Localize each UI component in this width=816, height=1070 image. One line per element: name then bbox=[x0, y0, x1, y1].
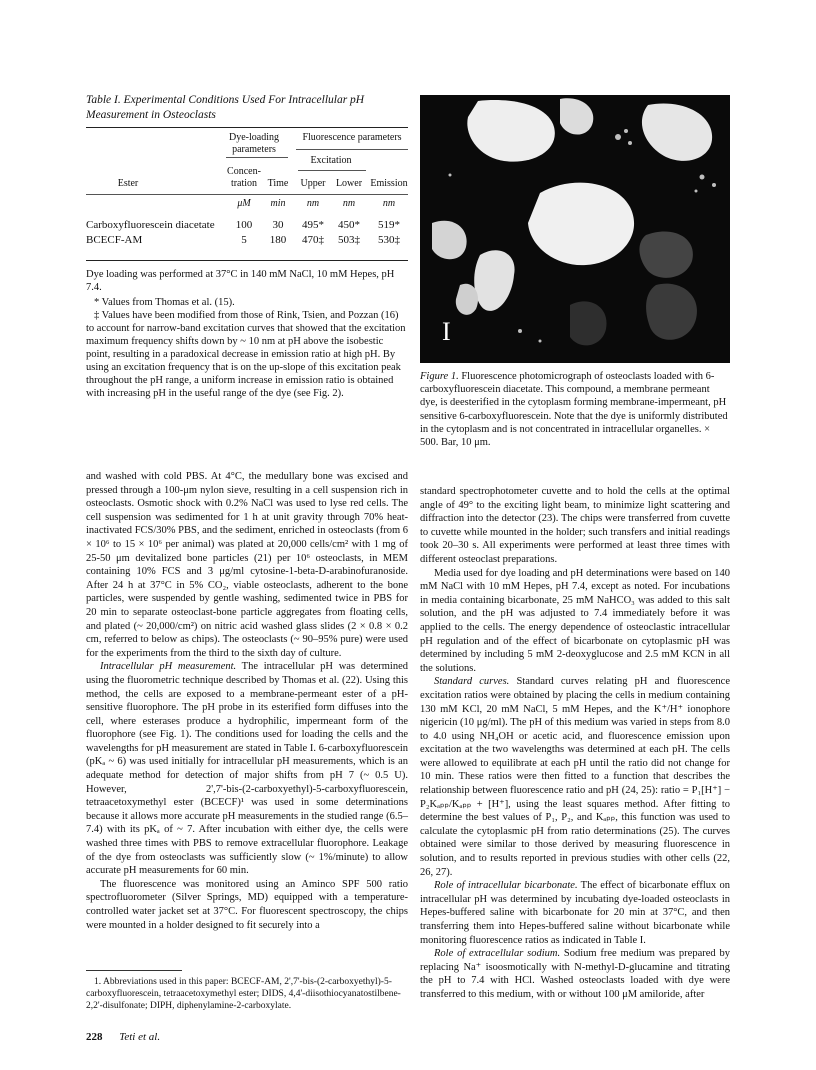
table-cell: 519* bbox=[378, 219, 400, 231]
page-number: 228 bbox=[86, 1031, 103, 1043]
rule-excitation bbox=[298, 170, 366, 171]
paragraph-text: Standard curves relating pH and fluorescence excitation ratios were obtained by placing the cells in medium containing 130 mM KCl, 20 mM NaCl, 5 mM Hepes, and the K⁺/H⁺ ionophore nigericin (10 μg/ml). The pH of this medium was varied in steps from 8.0 to 4.0 using NH₄OH or acetic acid, and fluorescence emission upon excitation at the two wavelengths was determined at each pH. The cells were allowed to equilibrate at each pH until the ratio did not change for 10 min. These ratios were then fitted to a function that describes the relationship between fluorescence ratio and pH (24, 25): ratio = P₁[H⁺] − P₂Kₐₚₚ/Kₐₚₚ + [H⁺], using the least squares method. After fitting to determine the best values of P₁, P₂, and Kₐₚₚ, this function was used to calculate the cytoplasmic pH from ratio determinations (25). The curves obtained were similar to those derived by measuring fluorescence in solution, and to results reported in previous studies with other cells (22, 26, 27). bbox=[420, 676, 730, 878]
paragraph-text: Sodium free medium was prepared by replacing Na⁺ isoosmotically with N-methyl-D-glucamine and titrating the pH to 7.4 with HCl. Washed osteoclasts loaded with dye were transferred to this medium, with or without 100 μM amiloride, after bbox=[420, 948, 730, 1000]
header-concentration: Concen-tration bbox=[227, 166, 261, 189]
table-row-ester: BCECF-AM bbox=[86, 234, 143, 246]
section-heading: Role of extracellular sodium. bbox=[434, 948, 561, 960]
table-cell: 5 bbox=[241, 234, 247, 246]
table-cell: 30 bbox=[272, 219, 284, 231]
table-cell: 470‡ bbox=[302, 234, 324, 246]
micrograph-image bbox=[420, 95, 730, 363]
header-time: Time bbox=[267, 178, 289, 189]
left-column bbox=[86, 470, 408, 932]
paragraph-text: The intracellular pH was determined using the fluorometric technique described by Thomas et al. (22). Using this method, the cells are exposed to a membrane-permeant ester of a pH-sensitive fluorophore. The pH probe in its esterified form diffuses into the cell, where esterases produce a hydrophilic, impermeant form of the fluorophore (see Fig. 1). The conditions used for loading the cells and the wavelengths for pH measurement are stated in Table I. 6-carboxyfluorescein (pKₐ ~ 6) was used initially for intracellular pH measurements, which is an adequate method for detection of major shifts from pH 7 (~ 0.5 U). However, 2',7'-bis-(2-carboxyethyl)-5-carboxyfluorescein, tetraacetoxymethyl ester (BCECF)¹ was used in some determinations because it allows more accurate pH measurements in the studied range (6.5–7.4) with its pKₐ of ~ 7. After incubation with either dye, the cells were washed three times with PBS to remove extracellular fluorophore. Leakage of the dye from osteoclasts was sufficiently slow (~ 1%/minute) to allow accurate pH measurements for 60 min. bbox=[86, 661, 408, 877]
table-cell: 180 bbox=[269, 234, 287, 246]
table-cell: 503‡ bbox=[338, 234, 360, 246]
section-heading: Role of intracellular bicarbonate. bbox=[434, 880, 578, 892]
header-dye-loading: Dye-loading parameters bbox=[229, 132, 279, 155]
section-heading: Intracellular pH measurement. bbox=[100, 661, 237, 673]
body-paragraph bbox=[420, 675, 730, 879]
unit-emission: nm bbox=[382, 198, 396, 209]
footnote-abbreviations: 1. Abbreviations used in this paper: BCECF-AM, 2',7'-bis-(2-carboxyethyl)-5-carboxyfluorescein, tetraacetoxymethyl ester; DIDS, 4,4'-diisothiocyanatostilbene-2,2'-disulfonate; DIPH, diphenylamine-2-carboxylate. bbox=[86, 977, 401, 1011]
table-conditions bbox=[86, 128, 408, 268]
section-heading: Standard curves. bbox=[434, 676, 510, 688]
unit-lower: nm bbox=[342, 198, 356, 209]
header-upper: Upper bbox=[300, 178, 326, 189]
body-paragraph: The fluorescence was monitored using an Aminco SPF 500 ratio spectrofluorometer (Silver Springs, MD) equipped with a temperature-controlled water jacket set at 37°C. For fluorescent spectroscopy, the chips were mounted in a holder designed to fit securely into a bbox=[86, 878, 408, 931]
header-fluorescence: Fluorescence parameters bbox=[302, 132, 402, 143]
paragraph-text: The effect of bicarbonate efflux on intracellular pH was determined by incubating dye-loaded osteoclasts in Hepes-buffered saline with bicarbonate for 20 min at 37°C, and then transferring them into Hepes-buffered saline without bicarbonate while monitoring fluorescence ratios as indicated in Table I. bbox=[420, 880, 730, 946]
table-note-dagger: ‡ Values have been modified from those of Rink, Tsien, and Pozzan (16) to account for narrow-band excitation curves that showed that the excitation maximum frequency shifts down by ~ 10 nm at pH above the isobestic point, resulting in a paradoxical decrease in emission ratio at high pH. By using an excitation frequency that is on the up-slope of this excitation peak throughout the pH range, a uniform increase in emission ratio is obtained with increasing pH in the useful range of the dye (see Fig. 2). bbox=[86, 310, 406, 399]
table-cell: 495* bbox=[302, 219, 324, 231]
table-cell: 530‡ bbox=[378, 234, 400, 246]
right-column bbox=[420, 485, 730, 1002]
body-paragraph bbox=[86, 660, 408, 878]
running-authors: Teti et al. bbox=[119, 1031, 161, 1043]
table-title: Table I. Experimental Conditions Used For Intracellular pH Measurement in Osteoclasts bbox=[86, 94, 365, 121]
table-note-asterisk: * Values from Thomas et al. (15). bbox=[94, 297, 235, 308]
table-row-ester: Carboxyfluorescein diacetate bbox=[86, 219, 215, 231]
figure-micrograph bbox=[420, 95, 730, 363]
unit-time: min bbox=[270, 198, 286, 209]
header-excitation: Excitation bbox=[310, 155, 352, 166]
header-ester: Ester bbox=[117, 178, 139, 189]
table-bottom-rule bbox=[86, 260, 408, 261]
table-note-loading: Dye loading was performed at 37°C in 140 mM NaCl, 10 mM Hepes, pH 7.4. bbox=[86, 269, 395, 293]
figure-caption bbox=[420, 370, 730, 449]
body-paragraph: standard spectrophotometer cuvette and to hold the cells at the optimal angle of 49° to the exciting light beam, to minimize light scattering and diffraction into the detector (23). The chips were transferred from cuvette to cuvette while mounted in the holder; such transfers and initial readings took 20–30 s. All experiments were performed at least three times with different osteoclast preparations. bbox=[420, 486, 730, 565]
figure-caption-head: Figure 1. bbox=[420, 371, 459, 382]
header-emission: Emission bbox=[370, 178, 408, 189]
figure-panel-label: I bbox=[442, 317, 451, 346]
table-cell: 100 bbox=[235, 219, 253, 231]
figure-caption-body: Fluorescence photomicrograph of osteoclasts loaded with 6-carboxyfluorescein diacetate. This compound, a membrane permeant dye, is deesterified in the cytoplasm forming membrane-impermeant, pH sensitive 6-carboxyfluorescein. Note that the dye is uniformly distributed in the cytoplasm and is not concentrated in intracellular organelles. × 500. Bar, 10 μm. bbox=[420, 371, 728, 449]
body-paragraph bbox=[420, 947, 730, 1001]
rule-fluor bbox=[296, 149, 408, 150]
body-paragraph: Media used for dye loading and pH determinations were based on 140 mM NaCl with 10 mM Hepes, pH 7.4, except as noted. For incubations in media containing bicarbonate, 25 mM NaHCO₃ was added to this salt solution, and the pH was adjusted to 7.4 immediately before it was applied to the cells. The energy dependence of osteoclastic intracellular pH regulation and of the effect of bicarbonate on cytoplasmic pH was determined by including 5 mM 2-deoxyglucose and 2.5 mM KCN in all the solutions. bbox=[420, 567, 730, 674]
unit-conc: μM bbox=[237, 198, 251, 209]
table-cell: 450* bbox=[338, 219, 360, 231]
page-footer bbox=[86, 1031, 160, 1043]
unit-upper: nm bbox=[306, 198, 320, 209]
footnote-rule bbox=[86, 970, 182, 971]
rule-header bbox=[86, 194, 408, 195]
header-lower: Lower bbox=[335, 178, 363, 189]
body-paragraph bbox=[420, 879, 730, 947]
rule-dye bbox=[226, 157, 288, 158]
body-paragraph: and washed with cold PBS. At 4°C, the medullary bone was excised and pressed through a 100-μm nylon sieve, resulting in a cell suspension rich in osteoclasts. Osmotic shock with 0.2% NaCl was used to lyse red cells. The cell suspension was sedimented for 1 h at unit gravity through 70% heat-inactivated FCS/30% PBS, and the sediment, enriched in osteoclasts (from 6 × 10⁶ to 15 × 10⁶ per animal) was plated at 20,000 cells/cm² with 1 mg of 25-50 μm devitalized bone particles (21) per 10⁶ osteoclasts, in MEM containing 10% FCS and 3 μg/ml cytosine-1-beta-D-arabinofuranoside. After 24 h at 37°C in 5% CO₂, viable osteoclasts, adherent to the bone particles, were suspended by gentle washing, sedimented twice in PBS for 20 min to separate osteoclast-bone particle aggregates from floating cells, and plated (~ 20,000/cm²) on nitric acid washed glass slides (2 × 0.8 × 0.2 cm, referred to below as chips). The osteoclasts (~ 90–95% pure) were used for the experiments from the third to the sixth day of culture. bbox=[86, 471, 408, 659]
